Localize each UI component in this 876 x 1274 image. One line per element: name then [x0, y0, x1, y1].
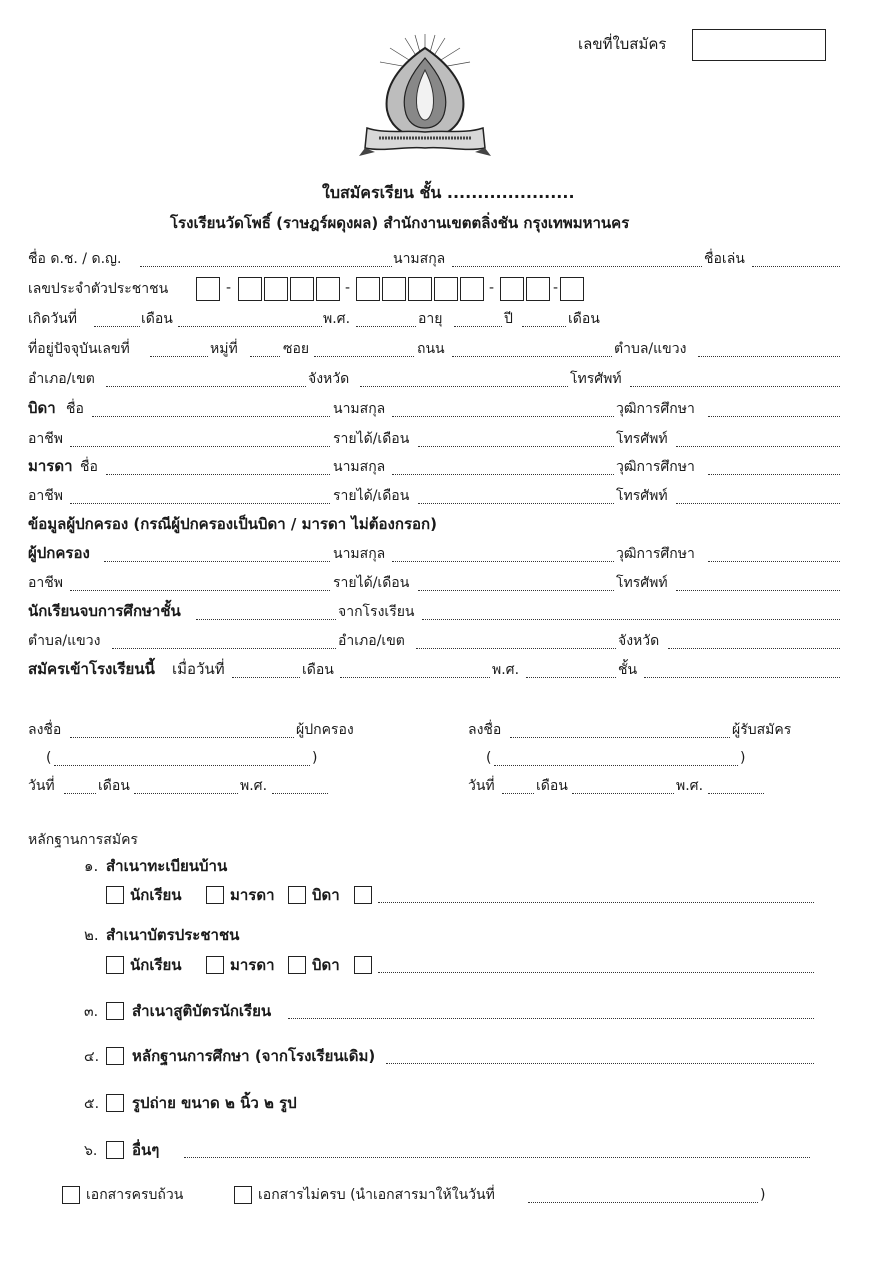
id-digit-box[interactable]: [196, 277, 220, 301]
father-education-label: วุฒิการศึกษา: [616, 401, 695, 417]
soi-field[interactable]: [314, 342, 414, 357]
mother-label: มารดา: [28, 457, 73, 475]
guardian-education-label: วุฒิการศึกษา: [616, 546, 695, 562]
father-phone-label: โทรศัพท์: [616, 431, 668, 447]
nickname-label: ชื่อเล่น: [704, 251, 745, 267]
father-income-field[interactable]: [418, 432, 614, 447]
name-field[interactable]: [140, 252, 392, 267]
school-amphoe-field[interactable]: [416, 634, 616, 649]
id-digit-box[interactable]: [316, 277, 340, 301]
graduated-grade-field[interactable]: [196, 605, 336, 620]
mother-phone-field[interactable]: [676, 489, 840, 504]
receiver-year-label: พ.ศ.: [676, 778, 704, 794]
school-subtitle: โรงเรียนวัดโพธิ์ (ราษฎร์ผดุงผล) สำนักงานเขตตลิ่งชัน กรุงเทพมหานคร: [170, 214, 630, 232]
other-document-checkbox[interactable]: [106, 1141, 124, 1159]
father-job-label: อาชีพ: [28, 431, 63, 447]
age-months-field[interactable]: [522, 312, 566, 327]
receiver-date-label: วันที่: [468, 778, 495, 794]
id-separator: -: [226, 280, 232, 296]
father-income-label: รายได้/เดือน: [333, 431, 410, 447]
mother-job-label: อาชีพ: [28, 488, 63, 504]
education-proof-field[interactable]: [386, 1049, 814, 1064]
soi-label: ซอย: [283, 341, 310, 357]
province-label: จังหวัด: [308, 371, 350, 387]
moo-label: หมู่ที่: [210, 341, 238, 357]
father-surname-field[interactable]: [392, 402, 614, 417]
birth-day-field[interactable]: [94, 312, 140, 327]
apply-year-field[interactable]: [526, 663, 616, 678]
guardian-surname-field[interactable]: [392, 547, 614, 562]
documents-incomplete-label: เอกสารไม่ครบ (นำเอกสารมาให้ในวันที่: [258, 1187, 495, 1203]
id-digit-box[interactable]: [356, 277, 380, 301]
receiver-month-label: เดือน: [536, 778, 568, 794]
id-number-label: เลขประจำตัวประชาชน: [28, 281, 169, 297]
tambon-label: ตำบล/แขวง: [614, 341, 687, 357]
apply-date-label: เมื่อวันที่: [172, 660, 225, 678]
father-name-field[interactable]: [92, 402, 330, 417]
documents-complete-checkbox[interactable]: [62, 1186, 80, 1204]
guardian-income-label: รายได้/เดือน: [333, 575, 410, 591]
apply-grade-field[interactable]: [644, 663, 840, 678]
address-phone-field[interactable]: [630, 372, 840, 387]
apply-month-label: เดือน: [302, 662, 334, 678]
moo-field[interactable]: [250, 342, 280, 357]
id-digit-box[interactable]: [382, 277, 406, 301]
guardian-label: ผู้ปกครอง: [28, 544, 90, 562]
parent-month-field[interactable]: [134, 779, 238, 794]
receiver-paren-open: (: [486, 750, 492, 766]
road-field[interactable]: [452, 342, 612, 357]
documents-incomplete-close: ): [760, 1187, 766, 1203]
house-reg-student-checkbox[interactable]: [106, 886, 124, 904]
receiver-paren-close: ): [740, 750, 746, 766]
school-province-label: จังหวัด: [618, 633, 660, 649]
id-separator: -: [489, 280, 495, 296]
address-phone-label: โทรศัพท์: [570, 371, 622, 387]
parent-year-label: พ.ศ.: [240, 778, 268, 794]
receiver-printed-name-field[interactable]: [494, 751, 738, 766]
father-name-label: ชื่อ: [66, 401, 84, 417]
birth-certificate-checkbox[interactable]: [106, 1002, 124, 1020]
receiver-year-field[interactable]: [708, 779, 764, 794]
guardian-heading: ข้อมูลผู้ปกครอง (กรณีผู้ปกครองเป็นบิดา / มารดา ไม่ต้องกรอก): [28, 515, 437, 533]
id-separator: -: [553, 280, 559, 296]
guardian-job-field[interactable]: [70, 576, 330, 591]
application-number-label: เลขที่ใบสมัคร: [578, 35, 667, 53]
guardian-name-field[interactable]: [104, 547, 330, 562]
surname-label: นามสกุล: [393, 251, 446, 267]
receiver-role-label: ผู้รับสมัคร: [732, 722, 792, 738]
father-label: บิดา: [28, 399, 56, 417]
birth-month-field[interactable]: [178, 312, 322, 327]
address-number-field[interactable]: [150, 342, 208, 357]
house-reg-mother-checkbox[interactable]: [206, 886, 224, 904]
id-card-other-checkbox[interactable]: [354, 956, 372, 974]
evidence-heading: หลักฐานการสมัคร: [28, 832, 138, 848]
mother-income-field[interactable]: [418, 489, 614, 504]
tambon-field[interactable]: [698, 342, 840, 357]
school-tambon-label: ตำบล/แขวง: [28, 633, 101, 649]
id-digit-box[interactable]: [560, 277, 584, 301]
house-reg-student-label: นักเรียน: [130, 886, 182, 904]
guardian-education-field[interactable]: [708, 547, 840, 562]
house-reg-father-label: บิดา: [312, 886, 340, 904]
parent-sign-label: ลงชื่อ: [28, 722, 62, 738]
address-number-label: ที่อยู่ปัจจุบันเลขที่: [28, 341, 130, 357]
other-document-field[interactable]: [184, 1143, 810, 1158]
id-card-father-label: บิดา: [312, 956, 340, 974]
apply-label: สมัครเข้าโรงเรียนนี้: [28, 660, 155, 678]
guardian-phone-label: โทรศัพท์: [616, 575, 668, 591]
evidence-item-number: ๓.: [84, 1004, 99, 1020]
nickname-field[interactable]: [752, 252, 840, 267]
age-years-label: ปี: [504, 311, 513, 327]
education-proof-checkbox[interactable]: [106, 1047, 124, 1065]
father-job-field[interactable]: [70, 432, 330, 447]
mother-job-field[interactable]: [70, 489, 330, 504]
age-years-field[interactable]: [454, 312, 502, 327]
id-separator: -: [345, 280, 351, 296]
id-digit-box[interactable]: [238, 277, 262, 301]
id-digit-box[interactable]: [460, 277, 484, 301]
apply-grade-label: ชั้น: [618, 662, 638, 678]
school-tambon-field[interactable]: [112, 634, 336, 649]
parent-role-label: ผู้ปกครอง: [296, 722, 354, 738]
photo-checkbox[interactable]: [106, 1094, 124, 1112]
guardian-income-field[interactable]: [418, 576, 614, 591]
id-card-mother-label: มารดา: [230, 956, 275, 974]
receiver-day-field[interactable]: [502, 779, 534, 794]
evidence-item-number: ๖.: [84, 1143, 98, 1159]
mother-income-label: รายได้/เดือน: [333, 488, 410, 504]
receiver-signature-field[interactable]: [510, 723, 730, 738]
parent-month-label: เดือน: [98, 778, 130, 794]
id-card-father-checkbox[interactable]: [288, 956, 306, 974]
id-digit-box[interactable]: [500, 277, 524, 301]
evidence-item-number: ๕.: [84, 1096, 100, 1112]
id-digit-box[interactable]: [434, 277, 458, 301]
amphoe-label: อำเภอ/เขต: [28, 371, 95, 387]
previous-school-label: จากโรงเรียน: [338, 604, 415, 620]
id-card-mother-checkbox[interactable]: [206, 956, 224, 974]
graduated-grade-label: นักเรียนจบการศึกษาชั้น: [28, 602, 181, 620]
id-digit-box[interactable]: [264, 277, 288, 301]
parent-day-field[interactable]: [64, 779, 96, 794]
guardian-job-label: อาชีพ: [28, 575, 63, 591]
mother-name-label: ชื่อ: [80, 459, 98, 475]
birth-certificate-label: สำเนาสูติบัตรนักเรียน: [132, 1002, 272, 1020]
age-label: อายุ: [418, 311, 443, 327]
parent-year-field[interactable]: [272, 779, 328, 794]
parent-paren-open: (: [46, 750, 52, 766]
apply-year-label: พ.ศ.: [492, 662, 520, 678]
id-digit-box[interactable]: [408, 277, 432, 301]
birth-certificate-field[interactable]: [288, 1004, 814, 1019]
apply-month-field[interactable]: [340, 663, 490, 678]
application-number-box[interactable]: [692, 29, 826, 61]
name-label: ชื่อ ด.ช. / ด.ญ.: [28, 251, 122, 267]
other-document-label: อื่นๆ: [132, 1141, 160, 1159]
previous-school-field[interactable]: [422, 605, 840, 620]
guardian-surname-label: นามสกุล: [333, 546, 386, 562]
id-digit-box[interactable]: [290, 277, 314, 301]
id-card-student-checkbox[interactable]: [106, 956, 124, 974]
surname-field[interactable]: [452, 252, 702, 267]
road-label: ถนน: [417, 341, 445, 357]
mother-education-field[interactable]: [708, 460, 840, 475]
receiver-month-field[interactable]: [572, 779, 674, 794]
mother-education-label: วุฒิการศึกษา: [616, 459, 695, 475]
guardian-phone-field[interactable]: [676, 576, 840, 591]
parent-paren-close: ): [312, 750, 318, 766]
father-surname-label: นามสกุล: [333, 401, 386, 417]
photo-label: รูปถ่าย ขนาด ๒ นิ้ว ๒ รูป: [132, 1094, 297, 1112]
amphoe-field[interactable]: [106, 372, 306, 387]
school-province-field[interactable]: [668, 634, 840, 649]
province-field[interactable]: [360, 372, 568, 387]
documents-incomplete-checkbox[interactable]: [234, 1186, 252, 1204]
age-months-label: เดือน: [568, 311, 600, 327]
mother-name-field[interactable]: [106, 460, 330, 475]
mother-surname-label: นามสกุล: [333, 459, 386, 475]
birth-month-label: เดือน: [141, 311, 173, 327]
evidence-item-number: ๒.: [84, 926, 99, 944]
house-reg-other-checkbox[interactable]: [354, 886, 372, 904]
id-card-other-field[interactable]: [378, 958, 814, 973]
documents-due-date-field[interactable]: [528, 1188, 758, 1203]
receiver-sign-label: ลงชื่อ: [468, 722, 502, 738]
evidence-item-label: สำเนาบัตรประชาชน: [106, 926, 240, 944]
id-digit-box[interactable]: [526, 277, 550, 301]
house-reg-other-field[interactable]: [378, 888, 814, 903]
mother-phone-label: โทรศัพท์: [616, 488, 668, 504]
school-emblem-logo: [355, 30, 495, 158]
parent-signature-field[interactable]: [70, 723, 294, 738]
house-reg-mother-label: มารดา: [230, 886, 275, 904]
documents-complete-label: เอกสารครบถ้วน: [86, 1187, 184, 1203]
father-phone-field[interactable]: [676, 432, 840, 447]
id-card-student-label: นักเรียน: [130, 956, 182, 974]
school-amphoe-label: อำเภอ/เขต: [338, 633, 405, 649]
parent-date-label: วันที่: [28, 778, 55, 794]
house-reg-father-checkbox[interactable]: [288, 886, 306, 904]
form-title: ใบสมัครเรียน ชั้น .....................: [322, 183, 575, 202]
birth-year-label: พ.ศ.: [323, 311, 351, 327]
birth-date-label: เกิดวันที่: [28, 311, 78, 327]
evidence-item-number: ๑.: [84, 857, 99, 875]
apply-day-field[interactable]: [232, 663, 300, 678]
birth-year-field[interactable]: [356, 312, 416, 327]
evidence-item-label: สำเนาทะเบียนบ้าน: [106, 857, 228, 875]
mother-surname-field[interactable]: [392, 460, 614, 475]
parent-printed-name-field[interactable]: [54, 751, 310, 766]
father-education-field[interactable]: [708, 402, 840, 417]
education-proof-label: หลักฐานการศึกษา (จากโรงเรียนเดิม): [132, 1047, 376, 1065]
evidence-item-number: ๔.: [84, 1049, 100, 1065]
